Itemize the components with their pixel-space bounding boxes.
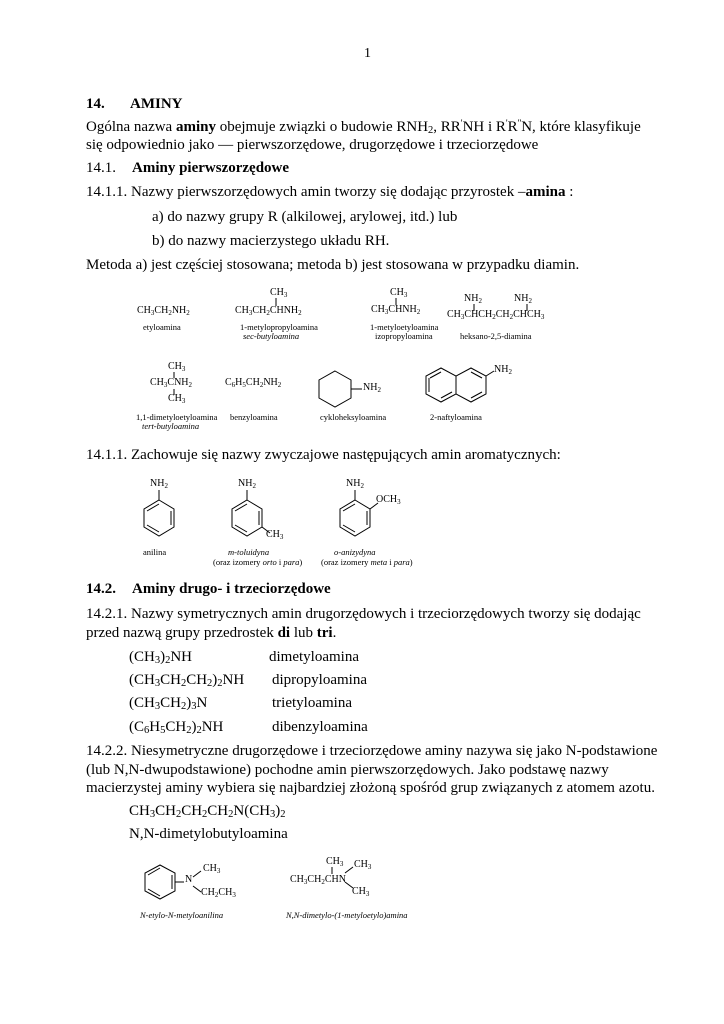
left-ch3: $CH_3$: [203, 863, 221, 875]
right-ch3-a: $CH_3$: [354, 859, 372, 871]
section-142-number: 14.2.: [86, 581, 116, 597]
section-title: AMINY: [130, 96, 183, 112]
formula-dipropyl: $(CH_3CH_2CH_2)_2NH$: [129, 672, 245, 689]
aniz-name: o-anizydyna: [334, 547, 376, 557]
aromatic-heading: 14.1.1. Zachowuje się nazwy zwyczajowe następujących amin aromatycznych:: [86, 447, 561, 463]
aniz-nh2: $NH_2$: [346, 478, 364, 490]
tol-nh2: $NH_2$: [238, 478, 256, 490]
page-number: 1: [364, 46, 371, 61]
me-ch3: $CH_3$: [390, 287, 408, 299]
subsection-title: Aminy pierwszorzędowe: [132, 160, 290, 176]
rule-1411: 14.1.1. Nazwy pierwszorzędowych amin tworzy się dodając przyrostek –amina :: [86, 184, 574, 200]
cyc-name: cykloheksyloamina: [320, 412, 387, 422]
name-dibenzyl: dibenzyloamina: [272, 719, 368, 735]
me-name2: izopropyloamina: [375, 331, 433, 341]
rule-item-b: b) do nazwy macierzystego układu RH.: [152, 233, 390, 249]
method-note: Metoda a) jest częściej stosowana; metoda b) jest stosowana w przypadku diamin.: [86, 257, 580, 273]
anilina-name: anilina: [143, 547, 167, 557]
benz-name: benzyloamina: [230, 412, 278, 422]
dm-formula: $CH_3CNH_2$: [150, 377, 193, 389]
anilina-nh2: $NH_2$: [150, 478, 168, 490]
formula-dimethyl: $(CH_3)_2NH$: [129, 649, 193, 666]
tol-note: (oraz izomery orto i para): [213, 557, 303, 567]
intro-line-2: się odpowiednio jako — pierwszorzędowe, drugorzędowe i trzeciorzędowe: [86, 137, 539, 153]
tol-ch3: $CH_3$: [266, 529, 284, 541]
example-name: N,N-dimetylobutyloamina: [129, 826, 288, 842]
rule-1422-line1: 14.2.2. Niesymetryczne drugorzędowe i trzeciorzędowe aminy nazywa się jako N-podstawione: [86, 743, 658, 759]
name-dipropyl: dipropyloamina: [272, 672, 367, 688]
left-name: N-etylo-N-metyloanilina: [140, 910, 224, 920]
intro-line-1: Ogólna nazwa aminy obejmuje związki o budowie $RNH_2$, RR'NH i R'R''N, które klasyfikuje: [86, 118, 641, 136]
left-n: N: [185, 874, 193, 885]
etyloamina-formula: $CH_3CH_2NH_2$: [137, 305, 190, 317]
aniz-och3: $OCH_3$: [376, 494, 401, 506]
hex-nh2-b: $NH_2$: [514, 293, 532, 305]
me-name: 1-metyloetyloamina: [370, 322, 439, 332]
rule-1422-line3: macierzystej aminy wybiera się najbardziej złożoną spośród grup związanych z atomem azotu.: [86, 780, 655, 796]
dm-ch3-top: $CH_3$: [168, 361, 186, 373]
subsection-number: 14.1.: [86, 160, 116, 176]
etyloamina-name: etyloamina: [143, 322, 181, 332]
me-formula: $CH_3CHNH_2$: [371, 304, 421, 316]
naf-name: 2-naftyloamina: [430, 412, 482, 422]
benz-formula: $C_6H_5CH_2NH_2$: [225, 377, 282, 389]
right-bonds: [0, 0, 1, 1]
left-ch2ch3: $CH_2CH_3$: [201, 887, 236, 899]
rule-1421-line2: przed nazwą grupy przedrostek di lub tri.: [86, 625, 337, 641]
right-ch3-top: $CH_3$: [326, 856, 344, 868]
tol-name: m-toluidyna: [228, 547, 270, 557]
section-number: 14.: [86, 96, 105, 112]
aniz-note: (oraz izomery meta i para): [321, 557, 413, 567]
dm-ch3-bottom: $CH_3$: [168, 393, 186, 405]
rule-item-a: a) do nazwy grupy R (alkilowej, arylowej, itd.) lub: [152, 209, 458, 225]
right-formula: $CH_3CH_2CHN$: [290, 874, 346, 886]
mp-formula: $CH_3CH_2CHNH_2$: [235, 305, 302, 317]
hex-name: heksano-2,5-diamina: [460, 331, 532, 341]
formula-triethyl: $(CH_3CH_2)_3N$: [129, 695, 208, 712]
hex-formula: $CH_3CHCH_2CH_2CHCH_3$: [447, 309, 545, 321]
dm-name: 1,1-dimetyloetyloamina: [136, 412, 218, 422]
rule-1422-line2: (lub N,N-dwupodstawione) pochodne amin pierwszorzędowych. Jako podstawę nazwy: [86, 762, 609, 778]
formula-dibenzyl: $(C_6H_5CH_2)_2NH$: [129, 719, 224, 736]
rule-1421-line1: 14.2.1. Nazwy symetrycznych amin drugorzędowych i trzeciorzędowych tworzy się dodając: [86, 606, 641, 622]
mp-name2: sec-butyloamina: [243, 331, 300, 341]
cyc-nh2: $NH_2$: [363, 382, 381, 394]
naf-nh2: $NH_2$: [494, 364, 512, 376]
right-name: N,N-dimetylo-(1-metyloetylo)amina: [286, 910, 408, 920]
mp-name: 1-metylopropyloamina: [240, 322, 318, 332]
example-formula: $CH_3CH_2CH_2CH_2N(CH_3)_2$: [129, 803, 286, 820]
hex-nh2-a: $NH_2$: [464, 293, 482, 305]
right-ch3-b: $CH_3$: [352, 886, 370, 898]
mp-ch3: $CH_3$: [270, 287, 288, 299]
name-dimethyl: dimetyloamina: [269, 649, 359, 665]
dm-name2: tert-butyloamina: [142, 421, 200, 431]
name-triethyl: trietyloamina: [272, 695, 352, 711]
section-142-title: Aminy drugo- i trzeciorzędowe: [132, 581, 331, 597]
